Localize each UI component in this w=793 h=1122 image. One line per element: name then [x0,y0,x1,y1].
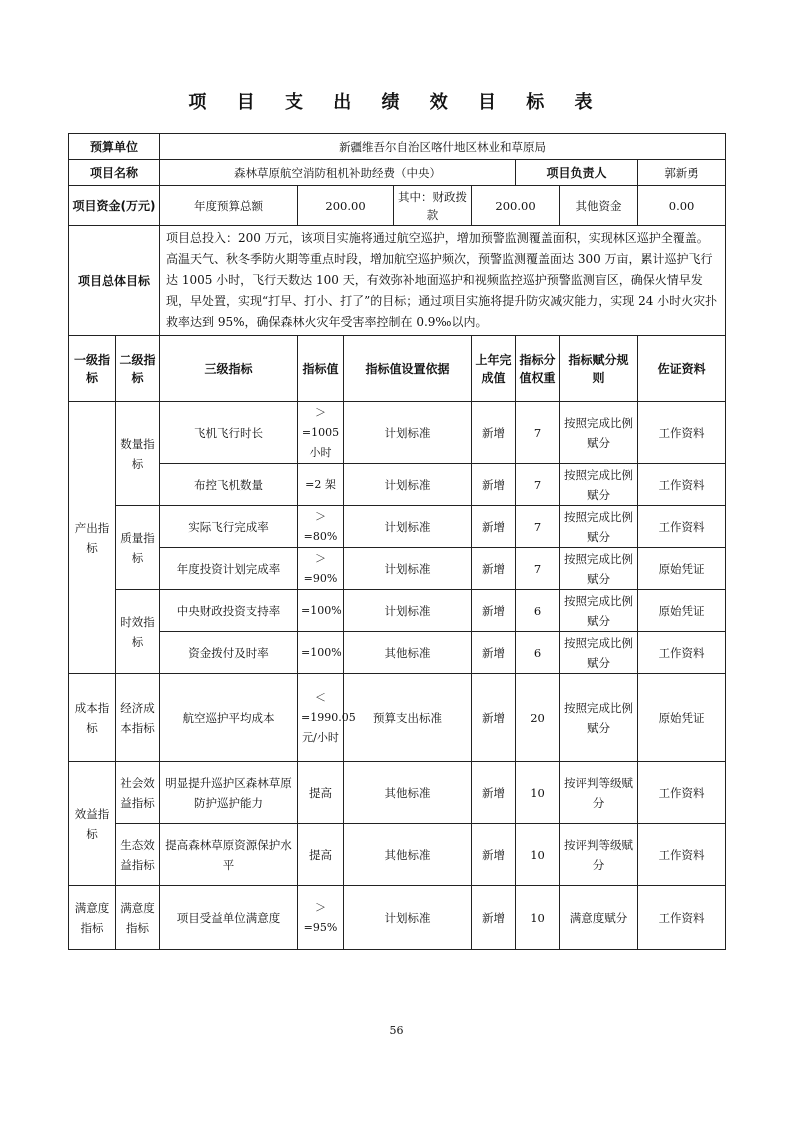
budget-unit-row [69,134,726,160]
indicator-last-year: 新增 [472,674,516,762]
annual-budget-label: 年度预算总额 [160,186,298,226]
indicator-name: 提高森林草原资源保护水平 [160,824,298,886]
fiscal-funds-value: 200.00 [472,186,560,226]
indicator-weight: 10 [516,886,560,950]
group-timeliness: 时效指标 [116,590,160,674]
indicator-name: 明显提升巡护区森林草原防护巡护能力 [160,762,298,824]
indicator-rule: 满意度赋分 [560,886,638,950]
project-owner-value: 郭新勇 [638,160,726,186]
indicator-last-year: 新增 [472,632,516,674]
header-basis: 指标值设置依据 [344,336,472,402]
indicator-name: 布控飞机数量 [160,464,298,506]
indicator-basis: 计划标准 [344,464,472,506]
funds-label: 项目资金(万元) [69,186,160,226]
group-satisfaction-sub: 满意度指标 [116,886,160,950]
header-rule: 指标赋分规则 [560,336,638,402]
indicator-last-year: 新增 [472,590,516,632]
indicator-evidence: 工作资料 [638,886,726,950]
annual-budget-value: 200.00 [298,186,394,226]
indicator-evidence: 工作资料 [638,506,726,548]
indicator-name: 年度投资计划完成率 [160,548,298,590]
overall-goal-text: 项目总投入：200 万元，该项目实施将通过航空巡护，增加预警监测覆盖面积，实现林区巡护全覆盖。高温天气、秋冬季防火期等重点时段，增加航空巡护频次，预警监测覆盖面达 300 万亩，累计巡护飞行达 1005 小时，飞行天数达 100 天，有效弥补地面巡护和视频监控巡护预警监测盲区，确保火情早发现，早处置，实现“打早、打小、打了”的目标；通过项目实施将提升防灾减灾能力，实现 24 小时火灾扑救率达到 95%，确保森林火灾年受害率控制在 0.9‰以内。 [160,226,726,336]
indicator-last-year: 新增 [472,824,516,886]
indicator-basis: 其他标准 [344,632,472,674]
indicator-last-year: 新增 [472,886,516,950]
indicator-rule: 按照完成比例赋分 [560,464,638,506]
indicator-rule: 按评判等级赋分 [560,762,638,824]
indicator-value: =100% [298,590,344,632]
indicator-weight: 7 [516,548,560,590]
project-name-row [69,160,726,186]
indicator-basis: 计划标准 [344,506,472,548]
header-weight: 指标分值权重 [516,336,560,402]
project-name-label: 项目名称 [69,160,160,186]
other-funds-value: 0.00 [638,186,726,226]
overall-goal-label: 项目总体目标 [69,226,160,336]
indicator-rule: 按照完成比例赋分 [560,590,638,632]
page-number: 56 [389,1024,404,1037]
indicator-value: ＜=1990.05 元/小时 [298,674,344,762]
indicator-weight: 7 [516,402,560,464]
table-row [69,548,726,590]
indicator-name: 实际飞行完成率 [160,506,298,548]
header-last-year: 上年完成值 [472,336,516,402]
group-satisfaction: 满意度指标 [69,886,116,950]
fiscal-funds-label: 其中：财政拨款 [394,186,472,226]
indicator-evidence: 工作资料 [638,402,726,464]
indicator-name: 航空巡护平均成本 [160,674,298,762]
indicator-last-year: 新增 [472,506,516,548]
page-title: 项 目 支 出 绩 效 目 标 表 [188,92,605,113]
other-funds-label: 其他资金 [560,186,638,226]
indicator-name: 资金拨付及时率 [160,632,298,674]
budget-unit-label: 预算单位 [69,134,160,160]
table-row [69,632,726,674]
indicator-evidence: 工作资料 [638,464,726,506]
indicator-value: ＞=95% [298,886,344,950]
indicator-weight: 7 [516,464,560,506]
indicator-evidence: 工作资料 [638,632,726,674]
indicator-name: 中央财政投资支持率 [160,590,298,632]
indicator-weight: 10 [516,824,560,886]
group-social-benefit: 社会效益指标 [116,762,160,824]
indicator-basis: 计划标准 [344,886,472,950]
indicator-name: 项目受益单位满意度 [160,886,298,950]
group-cost: 成本指标 [69,674,116,762]
table-row [69,590,726,632]
indicator-rule: 按照完成比例赋分 [560,674,638,762]
group-benefit: 效益指标 [69,762,116,886]
indicator-rule: 按照完成比例赋分 [560,632,638,674]
indicator-rule: 按照完成比例赋分 [560,548,638,590]
indicator-rule: 按评判等级赋分 [560,824,638,886]
group-output: 产出指标 [69,402,116,674]
header-level1: 一级指标 [69,336,116,402]
indicator-weight: 7 [516,506,560,548]
indicator-name: 飞机飞行时长 [160,402,298,464]
header-value: 指标值 [298,336,344,402]
table-row [69,402,726,464]
indicator-basis: 计划标准 [344,548,472,590]
indicator-value: =2 架 [298,464,344,506]
group-quality: 质量指标 [116,506,160,590]
indicator-value: ＞=80% [298,506,344,548]
performance-target-table [68,133,726,950]
indicator-basis: 预算支出标准 [344,674,472,762]
indicator-header-row [69,336,726,402]
indicator-weight: 20 [516,674,560,762]
indicator-rule: 按照完成比例赋分 [560,402,638,464]
indicator-last-year: 新增 [472,464,516,506]
indicator-basis: 其他标准 [344,762,472,824]
indicator-last-year: 新增 [472,548,516,590]
group-economic-cost: 经济成本指标 [116,674,160,762]
indicator-value: ＞=1005小时 [298,402,344,464]
indicator-value: =100% [298,632,344,674]
group-quantity: 数量指标 [116,402,160,506]
table-row [69,674,726,762]
funds-row [69,186,726,226]
indicator-value: 提高 [298,824,344,886]
project-owner-label: 项目负责人 [516,160,638,186]
indicator-weight: 6 [516,632,560,674]
table-row [69,506,726,548]
indicator-weight: 6 [516,590,560,632]
indicator-rule: 按照完成比例赋分 [560,506,638,548]
indicator-value: ＞=90% [298,548,344,590]
group-eco-benefit: 生态效益指标 [116,824,160,886]
indicator-evidence: 工作资料 [638,824,726,886]
table-row [69,886,726,950]
indicator-basis: 其他标准 [344,824,472,886]
indicator-last-year: 新增 [472,402,516,464]
table-row [69,464,726,506]
indicator-evidence: 原始凭证 [638,674,726,762]
table-row [69,824,726,886]
indicator-evidence: 原始凭证 [638,548,726,590]
header-level2: 二级指标 [116,336,160,402]
indicator-evidence: 原始凭证 [638,590,726,632]
indicator-last-year: 新增 [472,762,516,824]
indicator-basis: 计划标准 [344,590,472,632]
indicator-basis: 计划标准 [344,402,472,464]
table-row [69,762,726,824]
project-name-value: 森林草原航空消防租机补助经费（中央） [160,160,516,186]
indicator-weight: 10 [516,762,560,824]
header-level3: 三级指标 [160,336,298,402]
overall-goal-row [69,226,726,336]
indicator-value: 提高 [298,762,344,824]
budget-unit-value: 新疆维吾尔自治区喀什地区林业和草原局 [160,134,726,160]
header-evidence: 佐证资料 [638,336,726,402]
indicator-evidence: 工作资料 [638,762,726,824]
